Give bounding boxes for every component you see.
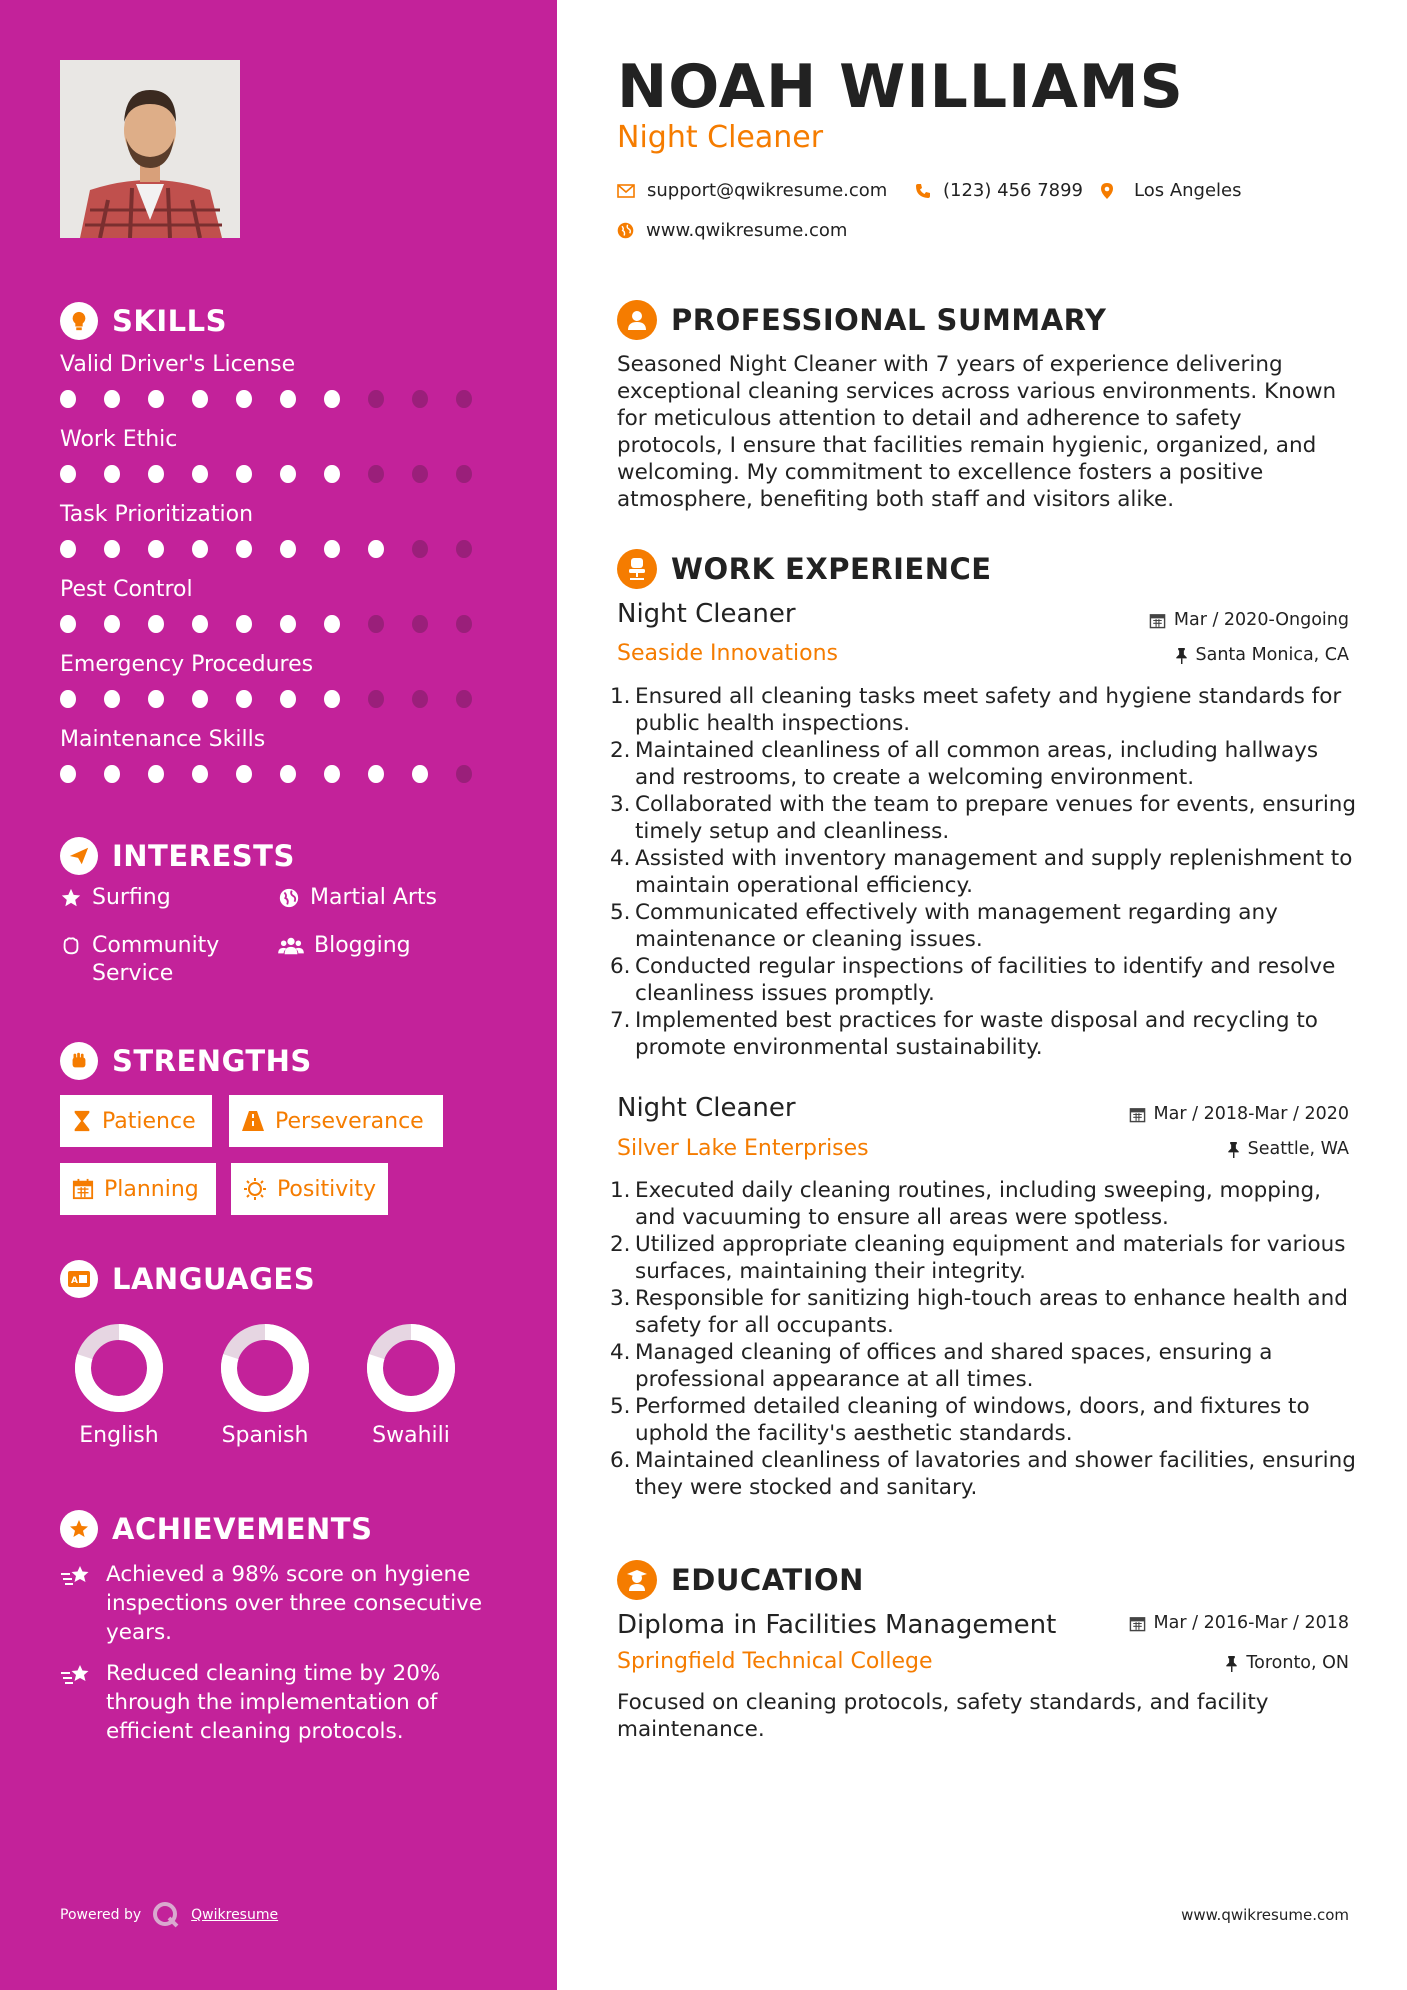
rating-dot-empty <box>368 465 384 483</box>
skill-label: Work Ethic <box>60 427 178 452</box>
duty-number: 5. <box>610 1394 631 1419</box>
rating-dot-filled <box>324 390 340 408</box>
rating-dot-filled <box>236 765 252 783</box>
svg-text:A: A <box>71 1276 78 1286</box>
strength-badge: Planning <box>60 1163 216 1215</box>
education-description: Focused on cleaning protocols, safety standards, and facility maintenance. <box>617 1690 1269 1742</box>
skill-rating <box>60 390 500 408</box>
rating-dot-filled <box>104 615 120 633</box>
duty-number: 3. <box>610 792 631 817</box>
rating-dot-filled <box>280 615 296 633</box>
rating-dot-empty <box>456 465 472 483</box>
duty-text: Assisted with inventory management and supply replenishment to maintain operational efficiency. <box>635 846 1353 898</box>
skill-item <box>60 648 500 708</box>
duty-item <box>610 1177 1362 1231</box>
education-dates: Mar / 2016-Mar / 2018 <box>1129 1613 1349 1633</box>
calendar-icon <box>1149 612 1166 629</box>
rating-dot-filled <box>104 765 120 783</box>
rating-dot-filled <box>148 765 164 783</box>
rating-dot-filled <box>280 690 296 708</box>
duty-text: Executed daily cleaning routines, including sweeping, mopping, and vacuuming to ensure all areas were spotless. <box>635 1178 1321 1230</box>
language-item <box>64 1323 174 1448</box>
duty-item <box>610 791 1362 845</box>
contact-website[interactable]: www.qwikresume.com <box>617 220 847 241</box>
rating-dot-filled <box>368 540 384 558</box>
profile-photo <box>60 60 240 238</box>
strength-badge: Perseverance <box>229 1095 443 1147</box>
language-proficiency-ring <box>366 1323 456 1413</box>
duty-item <box>610 845 1362 899</box>
user-icon <box>617 300 657 340</box>
rating-dot-filled <box>192 390 208 408</box>
star-icon <box>60 887 82 909</box>
globe-icon <box>278 887 300 909</box>
sidebar <box>0 0 557 1990</box>
rating-dot-empty <box>456 390 472 408</box>
rating-dot-filled <box>368 765 384 783</box>
pushpin-icon <box>1227 1141 1240 1158</box>
skill-label: Valid Driver's License <box>60 352 296 377</box>
duty-number: 2. <box>610 738 631 763</box>
rating-dot-empty <box>412 615 428 633</box>
rating-dot-filled <box>192 690 208 708</box>
users-icon <box>278 935 304 957</box>
job-location: Seattle, WA <box>1227 1139 1349 1159</box>
rating-dot-filled <box>104 465 120 483</box>
duty-text: Performed detailed cleaning of windows, doors, and fixtures to uphold the facility's aesthetic standards. <box>635 1394 1310 1446</box>
rating-dot-filled <box>192 765 208 783</box>
duty-number: 1. <box>610 1178 631 1203</box>
language-name: Spanish <box>221 1423 309 1448</box>
job-dates: Mar / 2020-Ongoing <box>1149 610 1349 630</box>
job-location: Santa Monica, CA <box>1175 645 1350 665</box>
rating-dot-filled <box>324 690 340 708</box>
duty-number: 3. <box>610 1286 631 1311</box>
rating-dot-filled <box>148 465 164 483</box>
rating-dot-filled <box>104 540 120 558</box>
skill-rating <box>60 765 500 783</box>
star-badge-icon <box>60 1510 98 1548</box>
duty-item <box>610 1339 1362 1393</box>
duty-text: Maintained cleanliness of all common areas, including hallways and restrooms, to create a welcoming environment. <box>635 738 1319 790</box>
duty-item <box>610 1393 1362 1447</box>
rating-dot-filled <box>104 690 120 708</box>
duty-text: Ensured all cleaning tasks meet safety and hygiene standards for public health inspections. <box>635 684 1342 736</box>
rating-dot-filled <box>324 465 340 483</box>
interest-item: Surfing <box>60 884 171 912</box>
duty-number: 4. <box>610 1340 631 1365</box>
rating-dot-empty <box>368 615 384 633</box>
rating-dot-filled <box>280 465 296 483</box>
calendar-icon <box>1129 1106 1146 1123</box>
language-proficiency-ring <box>220 1323 310 1413</box>
lightbulb-icon <box>60 302 98 340</box>
rating-dot-empty <box>456 765 472 783</box>
duty-text: Utilized appropriate cleaning equipment and materials for various surfaces, maintaining their integrity. <box>635 1232 1346 1284</box>
rating-dot-filled <box>324 615 340 633</box>
rating-dot-filled <box>60 390 76 408</box>
rating-dot-filled <box>148 690 164 708</box>
rating-dot-empty <box>456 540 472 558</box>
contact-location: Los Angeles <box>1100 180 1242 201</box>
rating-dot-filled <box>60 615 76 633</box>
duty-text: Collaborated with the team to prepare venues for events, ensuring timely setup and cleanliness. <box>635 792 1357 844</box>
rating-dot-empty <box>368 390 384 408</box>
education-location: Toronto, ON <box>1225 1653 1349 1673</box>
job-duties-list <box>610 683 1362 1061</box>
contact-email[interactable]: support@qwikresume.com <box>617 180 887 201</box>
duty-text: Conducted regular inspections of facilities to identify and resolve cleanliness issues promptly. <box>635 954 1336 1006</box>
rating-dot-filled <box>280 540 296 558</box>
office-chair-icon <box>617 549 657 589</box>
rating-dot-filled <box>236 465 252 483</box>
job-role: Night Cleaner <box>617 1093 796 1123</box>
duty-number: 1. <box>610 684 631 709</box>
interest-item: Community Service <box>60 932 260 988</box>
skill-rating <box>60 615 500 633</box>
achievements-heading: ACHIEVEMENTS <box>60 1510 372 1548</box>
languages-heading: A LANGUAGES <box>60 1260 315 1298</box>
powered-by: Powered by Qwikresume <box>60 1900 278 1930</box>
job-dates: Mar / 2018-Mar / 2020 <box>1129 1104 1349 1124</box>
skill-item <box>60 348 500 408</box>
skill-label: Emergency Procedures <box>60 652 314 677</box>
rating-dot-filled <box>148 615 164 633</box>
rating-dot-filled <box>236 615 252 633</box>
duty-item <box>610 1447 1362 1501</box>
globe-icon <box>617 222 634 239</box>
rating-dot-empty <box>368 690 384 708</box>
graduation-icon <box>617 1560 657 1600</box>
paper-plane-icon <box>60 837 98 875</box>
rating-dot-empty <box>412 465 428 483</box>
achievement-item: Achieved a 98% score on hygiene inspections over three consecutive years. <box>60 1560 510 1647</box>
duty-item <box>610 953 1362 1007</box>
duty-text: Responsible for sanitizing high-touch areas to enhance health and safety for all occupants. <box>635 1286 1348 1338</box>
qwikresume-logo-icon <box>151 1900 181 1930</box>
footer-url[interactable]: www.qwikresume.com <box>1181 1906 1349 1924</box>
duty-number: 4. <box>610 846 631 871</box>
language-proficiency-ring <box>74 1323 164 1413</box>
rating-dot-empty <box>412 690 428 708</box>
qwikresume-link[interactable]: Qwikresume <box>191 1907 279 1923</box>
hourglass-icon <box>72 1110 92 1132</box>
duty-number: 2. <box>610 1232 631 1257</box>
language-name: English <box>79 1423 159 1448</box>
rating-dot-filled <box>280 765 296 783</box>
skill-rating <box>60 465 500 483</box>
shooting-star-icon <box>60 1562 94 1590</box>
contact-phone[interactable]: (123) 456 7899 <box>915 180 1083 201</box>
rating-dot-empty <box>456 615 472 633</box>
rating-dot-filled <box>148 540 164 558</box>
duty-number: 5. <box>610 900 631 925</box>
skill-item <box>60 498 500 558</box>
strengths-heading: STRENGTHS <box>60 1042 312 1080</box>
duty-item <box>610 1231 1362 1285</box>
rating-dot-filled <box>236 690 252 708</box>
road-icon <box>241 1110 265 1132</box>
duty-item <box>610 1007 1362 1061</box>
calendar-icon <box>72 1178 94 1200</box>
job-company: Silver Lake Enterprises <box>617 1136 869 1161</box>
skill-item <box>60 723 500 783</box>
sun-icon <box>243 1177 267 1201</box>
rating-dot-filled <box>192 540 208 558</box>
shooting-star-icon <box>60 1661 94 1689</box>
hand-icon <box>60 935 82 957</box>
interest-item: Blogging <box>278 932 411 960</box>
rating-dot-empty <box>456 690 472 708</box>
summary-heading: PROFESSIONAL SUMMARY <box>617 300 1106 340</box>
duty-item <box>610 737 1362 791</box>
skill-item <box>60 423 500 483</box>
duty-item <box>610 899 1362 953</box>
duty-text: Managed cleaning of offices and shared spaces, ensuring a professional appearance at all times. <box>635 1340 1273 1392</box>
skill-rating <box>60 690 500 708</box>
rating-dot-filled <box>60 765 76 783</box>
language-icon <box>60 1260 98 1298</box>
job-duties-list <box>610 1177 1362 1501</box>
map-pin-icon <box>1100 182 1114 200</box>
duty-text: Communicated effectively with management regarding any maintenance or cleaning issues. <box>635 900 1278 952</box>
candidate-name: NOAH WILLIAMS <box>617 52 1184 122</box>
rating-dot-filled <box>412 765 428 783</box>
strength-badge: Patience <box>60 1095 212 1147</box>
calendar-icon <box>1129 1615 1146 1632</box>
skill-item <box>60 573 500 633</box>
pushpin-icon <box>1225 1655 1238 1672</box>
phone-icon <box>915 183 931 199</box>
fist-icon <box>60 1042 98 1080</box>
duty-number: 7. <box>610 1008 631 1033</box>
job-role: Night Cleaner <box>617 599 796 629</box>
rating-dot-filled <box>192 465 208 483</box>
skills-heading: SKILLS <box>60 302 227 340</box>
education-heading: EDUCATION <box>617 1560 864 1600</box>
education-school: Springfield Technical College <box>617 1649 933 1674</box>
job-company: Seaside Innovations <box>617 641 838 666</box>
interest-item: Martial Arts <box>278 884 437 912</box>
skill-label: Task Prioritization <box>60 502 254 527</box>
achievement-item: Reduced cleaning time by 20% through the implementation of efficient cleaning protocols. <box>60 1659 510 1746</box>
rating-dot-filled <box>60 690 76 708</box>
rating-dot-filled <box>236 540 252 558</box>
rating-dot-filled <box>148 390 164 408</box>
rating-dot-filled <box>324 765 340 783</box>
rating-dot-filled <box>324 540 340 558</box>
envelope-icon <box>617 184 635 198</box>
education-degree: Diploma in Facilities Management <box>617 1610 1057 1640</box>
language-item <box>356 1323 466 1448</box>
candidate-title: Night Cleaner <box>617 120 824 155</box>
rating-dot-empty <box>412 540 428 558</box>
language-item <box>210 1323 320 1448</box>
duty-text: Maintained cleanliness of lavatories and shower facilities, ensuring they were stocked and sanitary. <box>635 1448 1356 1500</box>
language-name: Swahili <box>372 1423 450 1448</box>
rating-dot-filled <box>104 390 120 408</box>
duty-text: Implemented best practices for waste disposal and recycling to promote environmental sustainability. <box>635 1008 1318 1060</box>
skill-label: Maintenance Skills <box>60 727 266 752</box>
skill-label: Pest Control <box>60 577 193 602</box>
rating-dot-filled <box>60 540 76 558</box>
interests-heading: INTERESTS <box>60 837 295 875</box>
skill-rating <box>60 540 500 558</box>
rating-dot-filled <box>236 390 252 408</box>
rating-dot-filled <box>280 390 296 408</box>
duty-number: 6. <box>610 954 631 979</box>
duty-item <box>610 1285 1362 1339</box>
strength-badge: Positivity <box>231 1163 388 1215</box>
rating-dot-filled <box>60 465 76 483</box>
pushpin-icon <box>1175 647 1188 664</box>
duty-item <box>610 683 1362 737</box>
rating-dot-empty <box>412 390 428 408</box>
experience-heading: WORK EXPERIENCE <box>617 549 992 589</box>
duty-number: 6. <box>610 1448 631 1473</box>
rating-dot-filled <box>192 615 208 633</box>
summary-text: Seasoned Night Cleaner with 7 years of experience delivering exceptional cleaning services across various environments. Known for meticulous attention to detail and adherence to safety protocols, I ensure that facilities remain hygienic, organized, and welcoming. My commitment to excellence fosters a positive atmosphere, benefiting both staff and visitors alike. <box>617 352 1337 512</box>
